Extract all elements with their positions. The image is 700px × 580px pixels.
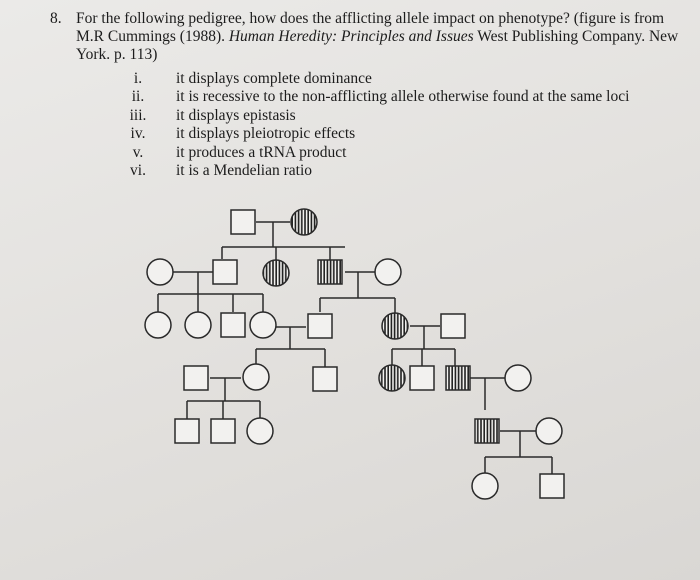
unaffected-male-symbol [313, 367, 337, 391]
option-number: vi. [130, 162, 146, 180]
unaffected-female-symbol [145, 312, 171, 338]
option-number: ii. [131, 88, 145, 106]
unaffected-male-symbol [175, 419, 199, 443]
unaffected-male-symbol [221, 313, 245, 337]
unaffected-male-symbol [184, 366, 208, 390]
unaffected-male-symbol [211, 419, 235, 443]
option-text: it is recessive to the non-afflicting allele otherwise found at the same loci [176, 88, 630, 106]
unaffected-female-symbol [247, 418, 273, 444]
unaffected-female-symbol [185, 312, 211, 338]
question-book-title: Human Heredity: Principles and Issues [228, 28, 474, 45]
affected-female-symbol [263, 260, 289, 286]
option-number: i. [133, 70, 143, 87]
option-text: it displays complete dominance [176, 70, 372, 87]
unaffected-male-symbol [231, 210, 255, 234]
unaffected-male-symbol [308, 314, 332, 338]
unaffected-male-symbol [441, 314, 465, 338]
question-text-part-1: For the following pedigree, how does the afflicting allele impact on phenotype? (figure is from M.R Cummings (1988). [76, 10, 665, 45]
option-number: iv. [130, 125, 146, 143]
option-text: it displays pleiotropic effects [176, 125, 356, 143]
unaffected-female-symbol [250, 312, 276, 338]
question-text-part-2: West Publishing Company. New York. p. 113) [76, 28, 679, 63]
affected-male-symbol [446, 366, 470, 390]
unaffected-male-symbol [213, 260, 237, 284]
question-number: 8. [50, 10, 62, 27]
unaffected-female-symbol [375, 259, 401, 285]
option-text: it displays epistasis [176, 106, 296, 124]
option-number: v. [132, 143, 144, 161]
unaffected-male-symbol [410, 366, 434, 390]
affected-male-symbol [318, 260, 342, 284]
option-text: it is a Mendelian ratio [176, 162, 313, 180]
affected-female-symbol [379, 365, 405, 391]
affected-female-symbol [382, 313, 408, 339]
unaffected-female-symbol [472, 473, 498, 499]
unaffected-female-symbol [147, 259, 173, 285]
unaffected-male-symbol [540, 474, 564, 498]
affected-male-symbol [475, 419, 499, 443]
unaffected-female-symbol [243, 364, 269, 390]
unaffected-female-symbol [536, 418, 562, 444]
option-number: iii. [129, 106, 147, 124]
option-text: it produces a tRNA product [176, 143, 347, 161]
affected-female-symbol [291, 209, 317, 235]
unaffected-female-symbol [505, 365, 531, 391]
